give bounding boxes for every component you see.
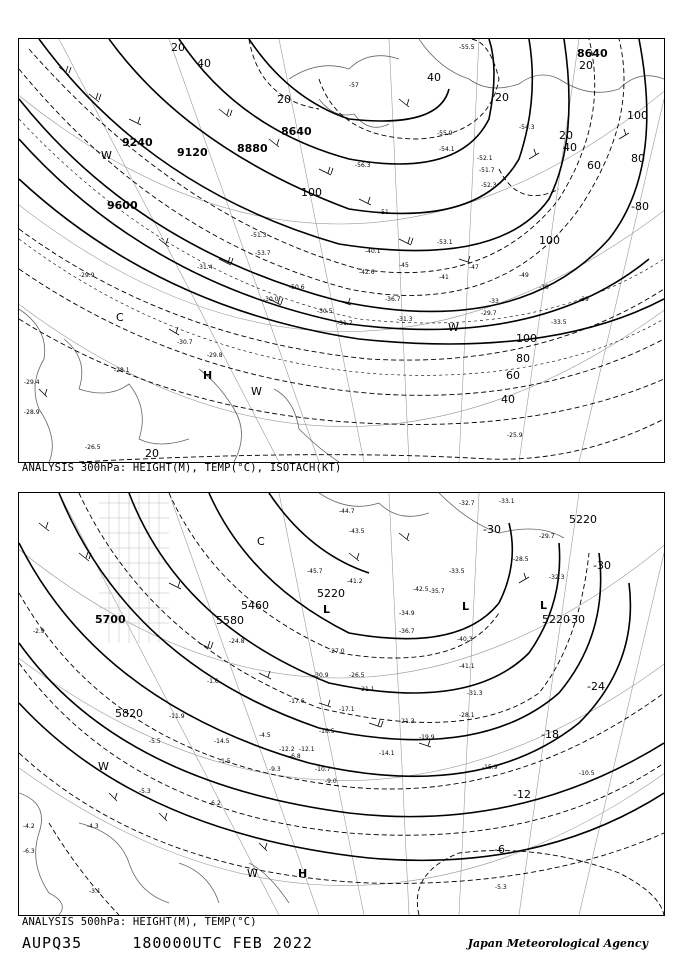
temp-sample: -26.5 [349, 672, 365, 679]
temp-sample: -51.3 [251, 232, 267, 239]
isotach-label: 40 [563, 141, 577, 154]
temp-sample: -4.2 [23, 823, 35, 830]
temp-sample: -5.3 [139, 788, 151, 795]
height-label-9600: 9600 [107, 199, 138, 212]
temp-sample: -41.1 [459, 663, 475, 670]
temp-sample: -30.5 [317, 308, 333, 315]
temp-sample: -45 [399, 262, 409, 269]
height-contours [19, 39, 664, 344]
warm-center-label: W [247, 867, 258, 880]
temp-sample: -24.8 [229, 638, 245, 645]
isotherm-labels [483, 523, 611, 856]
height-label-8880: 8880 [237, 142, 268, 155]
temp-sample: -55.9 [437, 130, 453, 137]
temp-sample: -31.4 [197, 264, 213, 271]
temp-sample: -31.3 [467, 690, 483, 697]
height-label-5580: 5580 [216, 614, 244, 627]
temp-sample: -4.3 [87, 823, 99, 830]
temp-sample: -17.6 [289, 698, 305, 705]
temp-sample: -29.7 [481, 310, 497, 317]
temp-sample: -47 [469, 264, 479, 271]
temp-sample: -5.5 [149, 738, 161, 745]
temp-sample: -1.5 [219, 758, 231, 765]
height-label-5820: 5820 [115, 707, 143, 720]
temp-sample: -21.1 [359, 686, 375, 693]
low-center-label: L [462, 600, 470, 613]
temp-sample: -12.2 [279, 746, 295, 753]
height-label-5220: 5220 [542, 613, 570, 626]
temp-sample: -31.7 [337, 320, 353, 327]
height-label-5460: 5460 [241, 599, 269, 612]
isotach-label: 20 [579, 59, 593, 72]
temp-sample: -34.9 [399, 610, 415, 617]
isotach-label: 40 [501, 393, 515, 406]
map-500hpa [18, 492, 665, 916]
isotach-label: 80 [516, 352, 530, 365]
temp-sample: -26.5 [85, 444, 101, 451]
temp-sample: -2.9 [33, 628, 45, 635]
temp-sample: -40.1 [365, 248, 381, 255]
chart-code: AUPQ35 [22, 934, 83, 952]
warm-center-label: W [448, 321, 459, 334]
temp-sample: -29.9 [79, 272, 95, 279]
pressure-centers [101, 149, 459, 398]
map-500hpa-canvas [19, 493, 664, 915]
isotach-label: 20 [495, 91, 509, 104]
isotach-label: 60 [506, 369, 520, 382]
isotherm-label: -6 [494, 843, 505, 856]
temp-sample: -53.7 [255, 250, 271, 257]
isotach-label: 20 [171, 41, 185, 54]
height-label-9120: 9120 [177, 146, 208, 159]
low-center-label: L [323, 603, 331, 616]
temp-sample: -50.6 [289, 284, 305, 291]
temp-sample: -10.5 [579, 770, 595, 777]
temp-sample: -33.5 [449, 568, 465, 575]
temp-sample: -49 [519, 272, 529, 279]
temp-sample: -12.1 [299, 746, 315, 753]
temp-sample: -29.4 [24, 379, 40, 386]
isotach-label: 20 [145, 447, 159, 460]
temp-sample: -16.5 [319, 728, 335, 735]
temp-sample: -33.5 [551, 319, 567, 326]
temp-sample: -6.8 [289, 753, 301, 760]
isotherm-label: -30 [567, 613, 585, 626]
warm-center-label: W [101, 149, 112, 162]
caption-300hpa: ANALYSIS 300hPa: HEIGHT(M), TEMP(°C), ISOTACH(KT) [22, 462, 342, 474]
temp-sample: -25.9 [507, 432, 523, 439]
isotach-label: 100 [516, 332, 537, 345]
isotach-label: -80 [631, 200, 649, 213]
agency-credit: Japan Meteorological Agency [467, 937, 648, 950]
isotherms [19, 493, 664, 915]
temp-sample: -29.8 [207, 352, 223, 359]
isotach-label: 20 [277, 93, 291, 106]
temp-sample: -33.1 [499, 498, 515, 505]
temp-sample: -35.7 [429, 588, 445, 595]
coastlines [19, 39, 664, 462]
height-label-8640-ne: 8640 [577, 47, 608, 60]
temp-sample: -15.9 [482, 764, 498, 771]
map-300hpa [18, 38, 665, 463]
temp-sample: -44.7 [339, 508, 355, 515]
temp-sample: -30.9 [313, 672, 329, 679]
height-label-5700: 5700 [95, 613, 126, 626]
graticule [19, 39, 664, 462]
temp-sample: -9.0 [325, 778, 337, 785]
temp-sample: -41 [439, 274, 449, 281]
temp-sample: -52.1 [477, 155, 493, 162]
isotherm-label: -24 [587, 680, 605, 693]
height-label-9240: 9240 [122, 136, 153, 149]
temp-sample: -51 [379, 209, 389, 216]
temp-sample: -40.3 [457, 636, 473, 643]
cold-center-label: C [257, 535, 265, 548]
isotherm-label: -12 [513, 788, 531, 801]
temp-sample: -31.3 [397, 316, 413, 323]
temp-sample: -36.7 [399, 628, 415, 635]
temp-sample: -33 [489, 298, 499, 305]
isotach-label: 100 [627, 109, 648, 122]
wind-barbs [39, 66, 629, 397]
temp-sample: -32.7 [459, 500, 475, 507]
temp-sample: -6.2 [209, 800, 221, 807]
isotherm-label: -18 [541, 728, 559, 741]
warm-center-label: W [98, 760, 109, 773]
analysis-datetime: 180000UTC FEB 2022 [132, 934, 313, 952]
isotach-label: 100 [539, 234, 560, 247]
temp-sample: -41.2 [347, 578, 363, 585]
temp-sample: -6.3 [23, 848, 35, 855]
caption-500hpa: ANALYSIS 500hPa: HEIGHT(M), TEMP(°C) [22, 916, 257, 928]
temp-sample: -54.1 [439, 146, 455, 153]
isotach-label: 20 [559, 129, 573, 142]
temp-sample: -32.3 [549, 574, 565, 581]
temp-sample: -51.7 [479, 167, 495, 174]
isotach-label: 60 [587, 159, 601, 172]
temp-sample: -4.5 [259, 732, 271, 739]
temp-sample: -19.9 [419, 734, 435, 741]
temp-sample: -5.3 [495, 884, 507, 891]
chart-identifier [22, 934, 313, 952]
temp-sample: -17.1 [339, 706, 355, 713]
isotherm-label: -30 [593, 559, 611, 572]
cold-center-label: C [116, 311, 124, 324]
warm-center-label: W [251, 385, 262, 398]
isotach-label: 80 [631, 152, 645, 165]
temp-sample: -30.0 [263, 296, 279, 303]
temp-sample: -57 [349, 82, 359, 89]
temp-sample: -10.7 [315, 766, 331, 773]
temp-sample: -28.5 [513, 556, 529, 563]
temp-sample: -39 [579, 296, 589, 303]
low-center-label: L [540, 599, 548, 612]
temp-sample: -45.7 [307, 568, 323, 575]
isotachs [19, 39, 664, 462]
height-label-8640: 8640 [281, 125, 312, 138]
high-center-label: H [203, 369, 213, 382]
temp-sample: -28.1 [459, 712, 475, 719]
height-label-5220: 5220 [317, 587, 345, 600]
temp-sample: -55.5 [459, 44, 475, 51]
temp-sample: -30.7 [177, 339, 193, 346]
isotach-label: 40 [197, 57, 211, 70]
temp-sample: -28.1 [114, 367, 130, 374]
temp-sample: -27.0 [329, 648, 345, 655]
temp-sample: -14.5 [214, 738, 230, 745]
isotach-label: 40 [427, 71, 441, 84]
isotach-label: 100 [301, 186, 322, 199]
temp-sample: -56.3 [355, 162, 371, 169]
temp-sample: -52.3 [481, 182, 497, 189]
height-label-5220: 5220 [569, 513, 597, 526]
temp-sample: -39 [539, 284, 549, 291]
temp-sample: -9.3 [269, 766, 281, 773]
temp-sample: -42.6 [359, 269, 375, 276]
temp-sample: -1.6 [207, 678, 219, 685]
temp-sample: -28.9 [24, 409, 40, 416]
temp-sample: -53.1 [437, 239, 453, 246]
temp-sample: -43.5 [349, 528, 365, 535]
temp-sample: -14.1 [379, 750, 395, 757]
temp-sample: -11.9 [169, 713, 185, 720]
temp-sample: -36.7 [385, 296, 401, 303]
map-300hpa-canvas [19, 39, 664, 462]
temp-sample: -29.7 [539, 533, 555, 540]
isotherm-label: -30 [483, 523, 501, 536]
temp-sample: -3.1 [89, 888, 101, 895]
high-center-label: H [298, 867, 308, 880]
temp-sample: -54.3 [519, 124, 535, 131]
temp-sample: -42.5 [413, 586, 429, 593]
temp-sample: -21.3 [399, 718, 415, 725]
